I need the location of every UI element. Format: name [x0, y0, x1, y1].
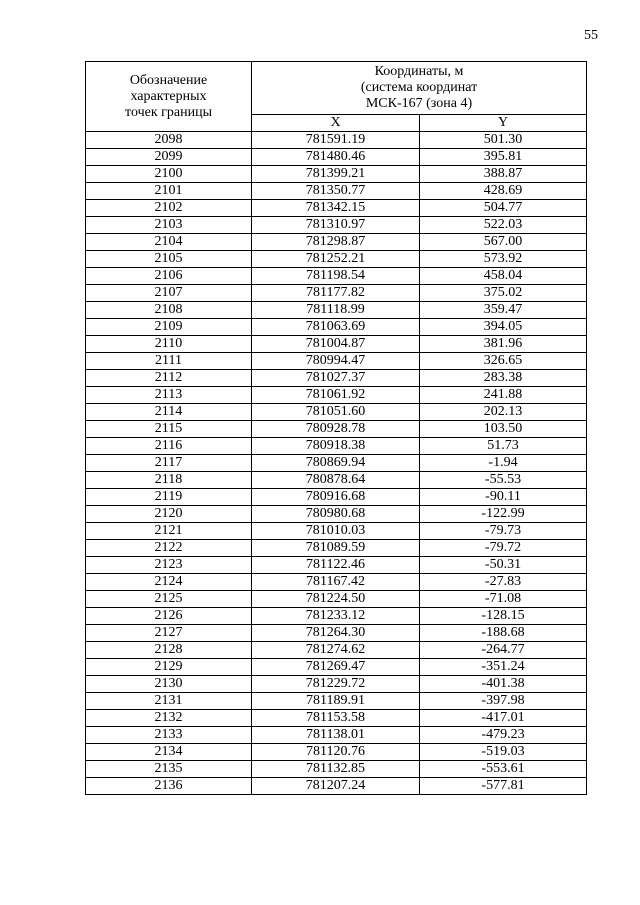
- table-row: [86, 693, 587, 710]
- x-coordinate-cell: 781120.76: [252, 744, 420, 761]
- y-coordinate-cell: -122.99: [420, 506, 587, 523]
- y-coordinate-cell: 381.96: [420, 336, 587, 353]
- point-id-cell: 2127: [86, 625, 252, 642]
- header-line: Координаты, м: [374, 64, 464, 79]
- table-row: [86, 625, 587, 642]
- point-id-cell: 2132: [86, 710, 252, 727]
- point-id-cell: 2119: [86, 489, 252, 506]
- x-coordinate-cell: 781089.59: [252, 540, 420, 557]
- y-coordinate-cell: -264.77: [420, 642, 587, 659]
- point-id-cell: 2113: [86, 387, 252, 404]
- point-id-cell: 2130: [86, 676, 252, 693]
- x-coordinate-cell: 781153.58: [252, 710, 420, 727]
- x-coordinate-cell: 781118.99: [252, 302, 420, 319]
- x-coordinate-cell: 781350.77: [252, 183, 420, 200]
- point-id-cell: 2111: [86, 353, 252, 370]
- y-coordinate-cell: -188.68: [420, 625, 587, 642]
- point-id-cell: 2105: [86, 251, 252, 268]
- y-coordinate-cell: 428.69: [420, 183, 587, 200]
- x-coordinate-cell: 781269.47: [252, 659, 420, 676]
- page-number: 55: [584, 28, 598, 43]
- point-id-cell: 2100: [86, 166, 252, 183]
- x-coordinate-cell: 781138.01: [252, 727, 420, 744]
- point-id-cell: 2128: [86, 642, 252, 659]
- table-row: [86, 659, 587, 676]
- y-coordinate-cell: -553.61: [420, 761, 587, 778]
- table-row: [86, 778, 587, 795]
- point-id-cell: 2098: [86, 132, 252, 149]
- table-row: [86, 404, 587, 421]
- point-id-cell: 2133: [86, 727, 252, 744]
- y-coordinate-cell: -351.24: [420, 659, 587, 676]
- table-row: [86, 268, 587, 285]
- x-coordinate-cell: 781310.97: [252, 217, 420, 234]
- y-coordinate-cell: -397.98: [420, 693, 587, 710]
- table-row: [86, 234, 587, 251]
- table-row: [86, 336, 587, 353]
- y-coordinate-cell: 388.87: [420, 166, 587, 183]
- y-coordinate-cell: -577.81: [420, 778, 587, 795]
- x-coordinate-cell: 781207.24: [252, 778, 420, 795]
- y-coordinate-cell: 567.00: [420, 234, 587, 251]
- point-id-cell: 2115: [86, 421, 252, 438]
- table-row: [86, 183, 587, 200]
- x-coordinate-cell: 781177.82: [252, 285, 420, 302]
- y-coordinate-cell: 522.03: [420, 217, 587, 234]
- y-coordinate-cell: -79.73: [420, 523, 587, 540]
- x-coordinate-cell: 781274.62: [252, 642, 420, 659]
- x-coordinate-cell: 780980.68: [252, 506, 420, 523]
- point-id-cell: 2101: [86, 183, 252, 200]
- x-coordinate-cell: 781264.30: [252, 625, 420, 642]
- y-coordinate-cell: 103.50: [420, 421, 587, 438]
- y-coordinate-cell: -27.83: [420, 574, 587, 591]
- y-coordinate-cell: -128.15: [420, 608, 587, 625]
- table-row: [86, 506, 587, 523]
- table-row: [86, 489, 587, 506]
- point-id-cell: 2104: [86, 234, 252, 251]
- x-coordinate-cell: 781061.92: [252, 387, 420, 404]
- point-id-cell: 2135: [86, 761, 252, 778]
- x-coordinate-cell: 780994.47: [252, 353, 420, 370]
- point-id-cell: 2129: [86, 659, 252, 676]
- y-coordinate-cell: 394.05: [420, 319, 587, 336]
- point-id-cell: 2112: [86, 370, 252, 387]
- y-coordinate-cell: -50.31: [420, 557, 587, 574]
- point-id-cell: 2118: [86, 472, 252, 489]
- point-id-cell: 2131: [86, 693, 252, 710]
- point-id-cell: 2103: [86, 217, 252, 234]
- coordinates-header: [252, 62, 587, 115]
- table-row: [86, 217, 587, 234]
- y-coordinate-cell: 202.13: [420, 404, 587, 421]
- table-row: [86, 591, 587, 608]
- table-row: [86, 285, 587, 302]
- x-coordinate-cell: 781480.46: [252, 149, 420, 166]
- x-coordinate-cell: 781224.50: [252, 591, 420, 608]
- y-coordinate-cell: -55.53: [420, 472, 587, 489]
- y-coordinate-cell: 395.81: [420, 149, 587, 166]
- table-row: [86, 676, 587, 693]
- x-coordinate-cell: 781252.21: [252, 251, 420, 268]
- table-row: [86, 370, 587, 387]
- table-row: [86, 455, 587, 472]
- point-id-cell: 2107: [86, 285, 252, 302]
- x-coordinate-cell: 781399.21: [252, 166, 420, 183]
- x-coordinate-cell: 781122.46: [252, 557, 420, 574]
- table-row: [86, 642, 587, 659]
- y-coordinate-cell: 504.77: [420, 200, 587, 217]
- y-coordinate-cell: 573.92: [420, 251, 587, 268]
- y-column-header: Y: [420, 115, 587, 132]
- table-row: [86, 540, 587, 557]
- table-row: [86, 353, 587, 370]
- coordinates-table: [85, 61, 587, 795]
- y-coordinate-cell: 283.38: [420, 370, 587, 387]
- table-row: [86, 387, 587, 404]
- x-coordinate-cell: 781004.87: [252, 336, 420, 353]
- x-coordinate-cell: 781063.69: [252, 319, 420, 336]
- table-row: [86, 132, 587, 149]
- point-id-cell: 2121: [86, 523, 252, 540]
- x-coordinate-cell: 781167.42: [252, 574, 420, 591]
- header-line: характерных: [130, 88, 207, 104]
- x-coordinate-cell: 781591.19: [252, 132, 420, 149]
- header-line: точек границы: [125, 104, 212, 120]
- table-row: [86, 166, 587, 183]
- table-row: [86, 574, 587, 591]
- table-row: [86, 319, 587, 336]
- x-coordinate-cell: 781198.54: [252, 268, 420, 285]
- y-coordinate-cell: 458.04: [420, 268, 587, 285]
- x-column-header: X: [252, 115, 420, 132]
- point-id-cell: 2117: [86, 455, 252, 472]
- x-coordinate-cell: 780918.38: [252, 438, 420, 455]
- point-id-cell: 2099: [86, 149, 252, 166]
- table-row: [86, 761, 587, 778]
- x-coordinate-cell: 781342.15: [252, 200, 420, 217]
- table-row: [86, 523, 587, 540]
- y-coordinate-cell: -417.01: [420, 710, 587, 727]
- table-row: [86, 608, 587, 625]
- point-id-cell: 2124: [86, 574, 252, 591]
- y-coordinate-cell: -401.38: [420, 676, 587, 693]
- x-coordinate-cell: 780916.68: [252, 489, 420, 506]
- y-coordinate-cell: -90.11: [420, 489, 587, 506]
- table-row: [86, 710, 587, 727]
- point-id-cell: 2116: [86, 438, 252, 455]
- x-coordinate-cell: 781229.72: [252, 676, 420, 693]
- point-id-cell: 2123: [86, 557, 252, 574]
- point-id-cell: 2110: [86, 336, 252, 353]
- x-coordinate-cell: 781189.91: [252, 693, 420, 710]
- x-coordinate-cell: 781051.60: [252, 404, 420, 421]
- x-coordinate-cell: 780869.94: [252, 455, 420, 472]
- table-row: [86, 200, 587, 217]
- table-row: [86, 421, 587, 438]
- y-coordinate-cell: 501.30: [420, 132, 587, 149]
- x-coordinate-cell: 781298.87: [252, 234, 420, 251]
- header-line: Обозначение: [129, 72, 208, 88]
- point-id-cell: 2108: [86, 302, 252, 319]
- y-coordinate-cell: -1.94: [420, 455, 587, 472]
- x-coordinate-cell: 781027.37: [252, 370, 420, 387]
- x-coordinate-cell: 781010.03: [252, 523, 420, 540]
- table-body: [86, 132, 587, 795]
- y-coordinate-cell: -79.72: [420, 540, 587, 557]
- y-coordinate-cell: 326.65: [420, 353, 587, 370]
- x-coordinate-cell: 781132.85: [252, 761, 420, 778]
- point-id-cell: 2136: [86, 778, 252, 795]
- table-row: [86, 744, 587, 761]
- table-row: [86, 302, 587, 319]
- y-coordinate-cell: 375.02: [420, 285, 587, 302]
- table-row: [86, 438, 587, 455]
- point-id-cell: 2120: [86, 506, 252, 523]
- header-line: (система координат: [360, 80, 478, 95]
- point-id-cell: 2102: [86, 200, 252, 217]
- table-row: [86, 727, 587, 744]
- table-row: [86, 472, 587, 489]
- table-row: [86, 149, 587, 166]
- point-id-cell: 2126: [86, 608, 252, 625]
- point-id-cell: 2125: [86, 591, 252, 608]
- point-designation-header: [86, 62, 252, 132]
- table-row: [86, 557, 587, 574]
- y-coordinate-cell: 241.88: [420, 387, 587, 404]
- x-coordinate-cell: 781233.12: [252, 608, 420, 625]
- point-id-cell: 2134: [86, 744, 252, 761]
- y-coordinate-cell: 359.47: [420, 302, 587, 319]
- table-row: [86, 251, 587, 268]
- point-id-cell: 2106: [86, 268, 252, 285]
- y-coordinate-cell: -519.03: [420, 744, 587, 761]
- y-coordinate-cell: 51.73: [420, 438, 587, 455]
- point-id-cell: 2109: [86, 319, 252, 336]
- point-id-cell: 2114: [86, 404, 252, 421]
- header-line: МСК-167 (зона 4): [365, 96, 473, 111]
- point-id-cell: 2122: [86, 540, 252, 557]
- x-coordinate-cell: 780928.78: [252, 421, 420, 438]
- x-coordinate-cell: 780878.64: [252, 472, 420, 489]
- y-coordinate-cell: -71.08: [420, 591, 587, 608]
- y-coordinate-cell: -479.23: [420, 727, 587, 744]
